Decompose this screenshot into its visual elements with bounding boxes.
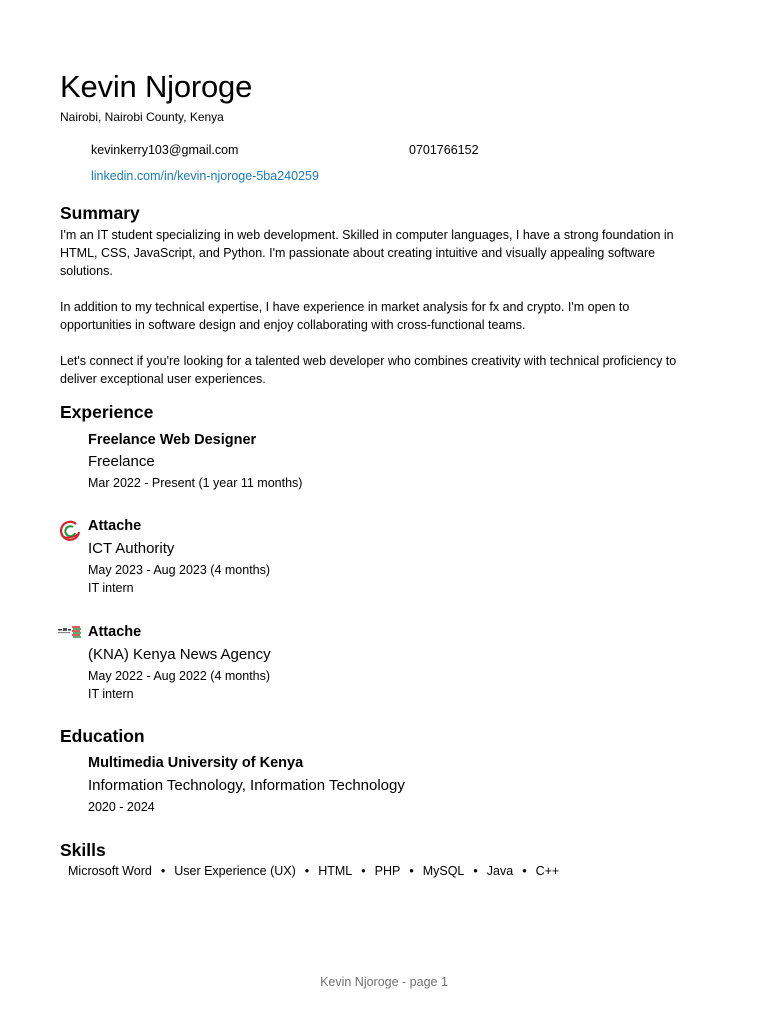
skills-heading: Skills <box>60 840 106 860</box>
skill-item: MySQL <box>422 864 465 878</box>
skill-item: Java <box>486 864 514 878</box>
skill-separator: • <box>304 864 310 878</box>
candidate-name: Kevin Njoroge <box>60 69 253 104</box>
skill-item: C++ <box>535 864 560 878</box>
job-dates: Mar 2022 - Present (1 year 11 months) <box>88 476 303 490</box>
degree: Information Technology, Information Technology <box>88 777 405 794</box>
skill-item: PHP <box>374 864 401 878</box>
skill-item: HTML <box>318 864 353 878</box>
summary-paragraph-2: In addition to my technical expertise, I have experience in market analysis for fx and crypto. I'm open to opportunities in software design and enjoy collaborating with cross-functional teams. <box>60 300 630 332</box>
summary-paragraph-3: Let's connect if you're looking for a talented web developer who combines creativity with technical proficiency to deliver exceptional user experiences. <box>60 354 677 386</box>
education-years: 2020 - 2024 <box>88 800 155 814</box>
candidate-location: Nairobi, Nairobi County, Kenya <box>60 110 224 124</box>
page-footer: Kevin Njoroge - page 1 <box>320 975 448 989</box>
contact-email[interactable]: kevinkerry103@gmail.com <box>91 143 239 157</box>
job-title: Attache <box>88 518 142 534</box>
summary-heading: Summary <box>60 203 140 223</box>
linkedin-link[interactable]: linkedin.com/in/kevin-njoroge-5ba240259 <box>91 169 319 183</box>
summary-paragraph-1: I'm an IT student specializing in web development. Skilled in computer languages, I have a strong foundation in HTML, CSS, JavaScript, and Python. I'm passionate about creating intuitive and visually appealing software solutions. <box>60 228 674 278</box>
skill-separator: • <box>473 864 478 878</box>
skills-list <box>68 863 559 879</box>
job-description: IT intern <box>88 687 134 701</box>
job-description: IT intern <box>88 581 134 595</box>
skill-item: Microsoft Word <box>68 864 152 878</box>
ict-authority-logo-icon <box>58 518 82 542</box>
skill-separator: • <box>160 864 166 878</box>
skill-separator: • <box>409 864 414 878</box>
education-heading: Education <box>60 726 145 746</box>
experience-heading: Experience <box>60 402 154 422</box>
kna-logo-icon <box>58 624 82 642</box>
company-name: (KNA) Kenya News Agency <box>88 646 271 663</box>
skill-separator: • <box>361 864 366 878</box>
job-dates: May 2023 - Aug 2023 (4 months) <box>88 563 271 577</box>
job-title: Freelance Web Designer <box>88 432 257 448</box>
skill-item: User Experience (UX) <box>174 864 296 878</box>
job-dates: May 2022 - Aug 2022 (4 months) <box>88 669 271 683</box>
contact-phone: 0701766152 <box>409 143 479 157</box>
job-title: Attache <box>88 624 142 640</box>
company-name: Freelance <box>88 453 155 470</box>
company-name: ICT Authority <box>88 540 175 557</box>
school-name: Multimedia University of Kenya <box>88 755 304 771</box>
skill-separator: • <box>522 864 527 878</box>
